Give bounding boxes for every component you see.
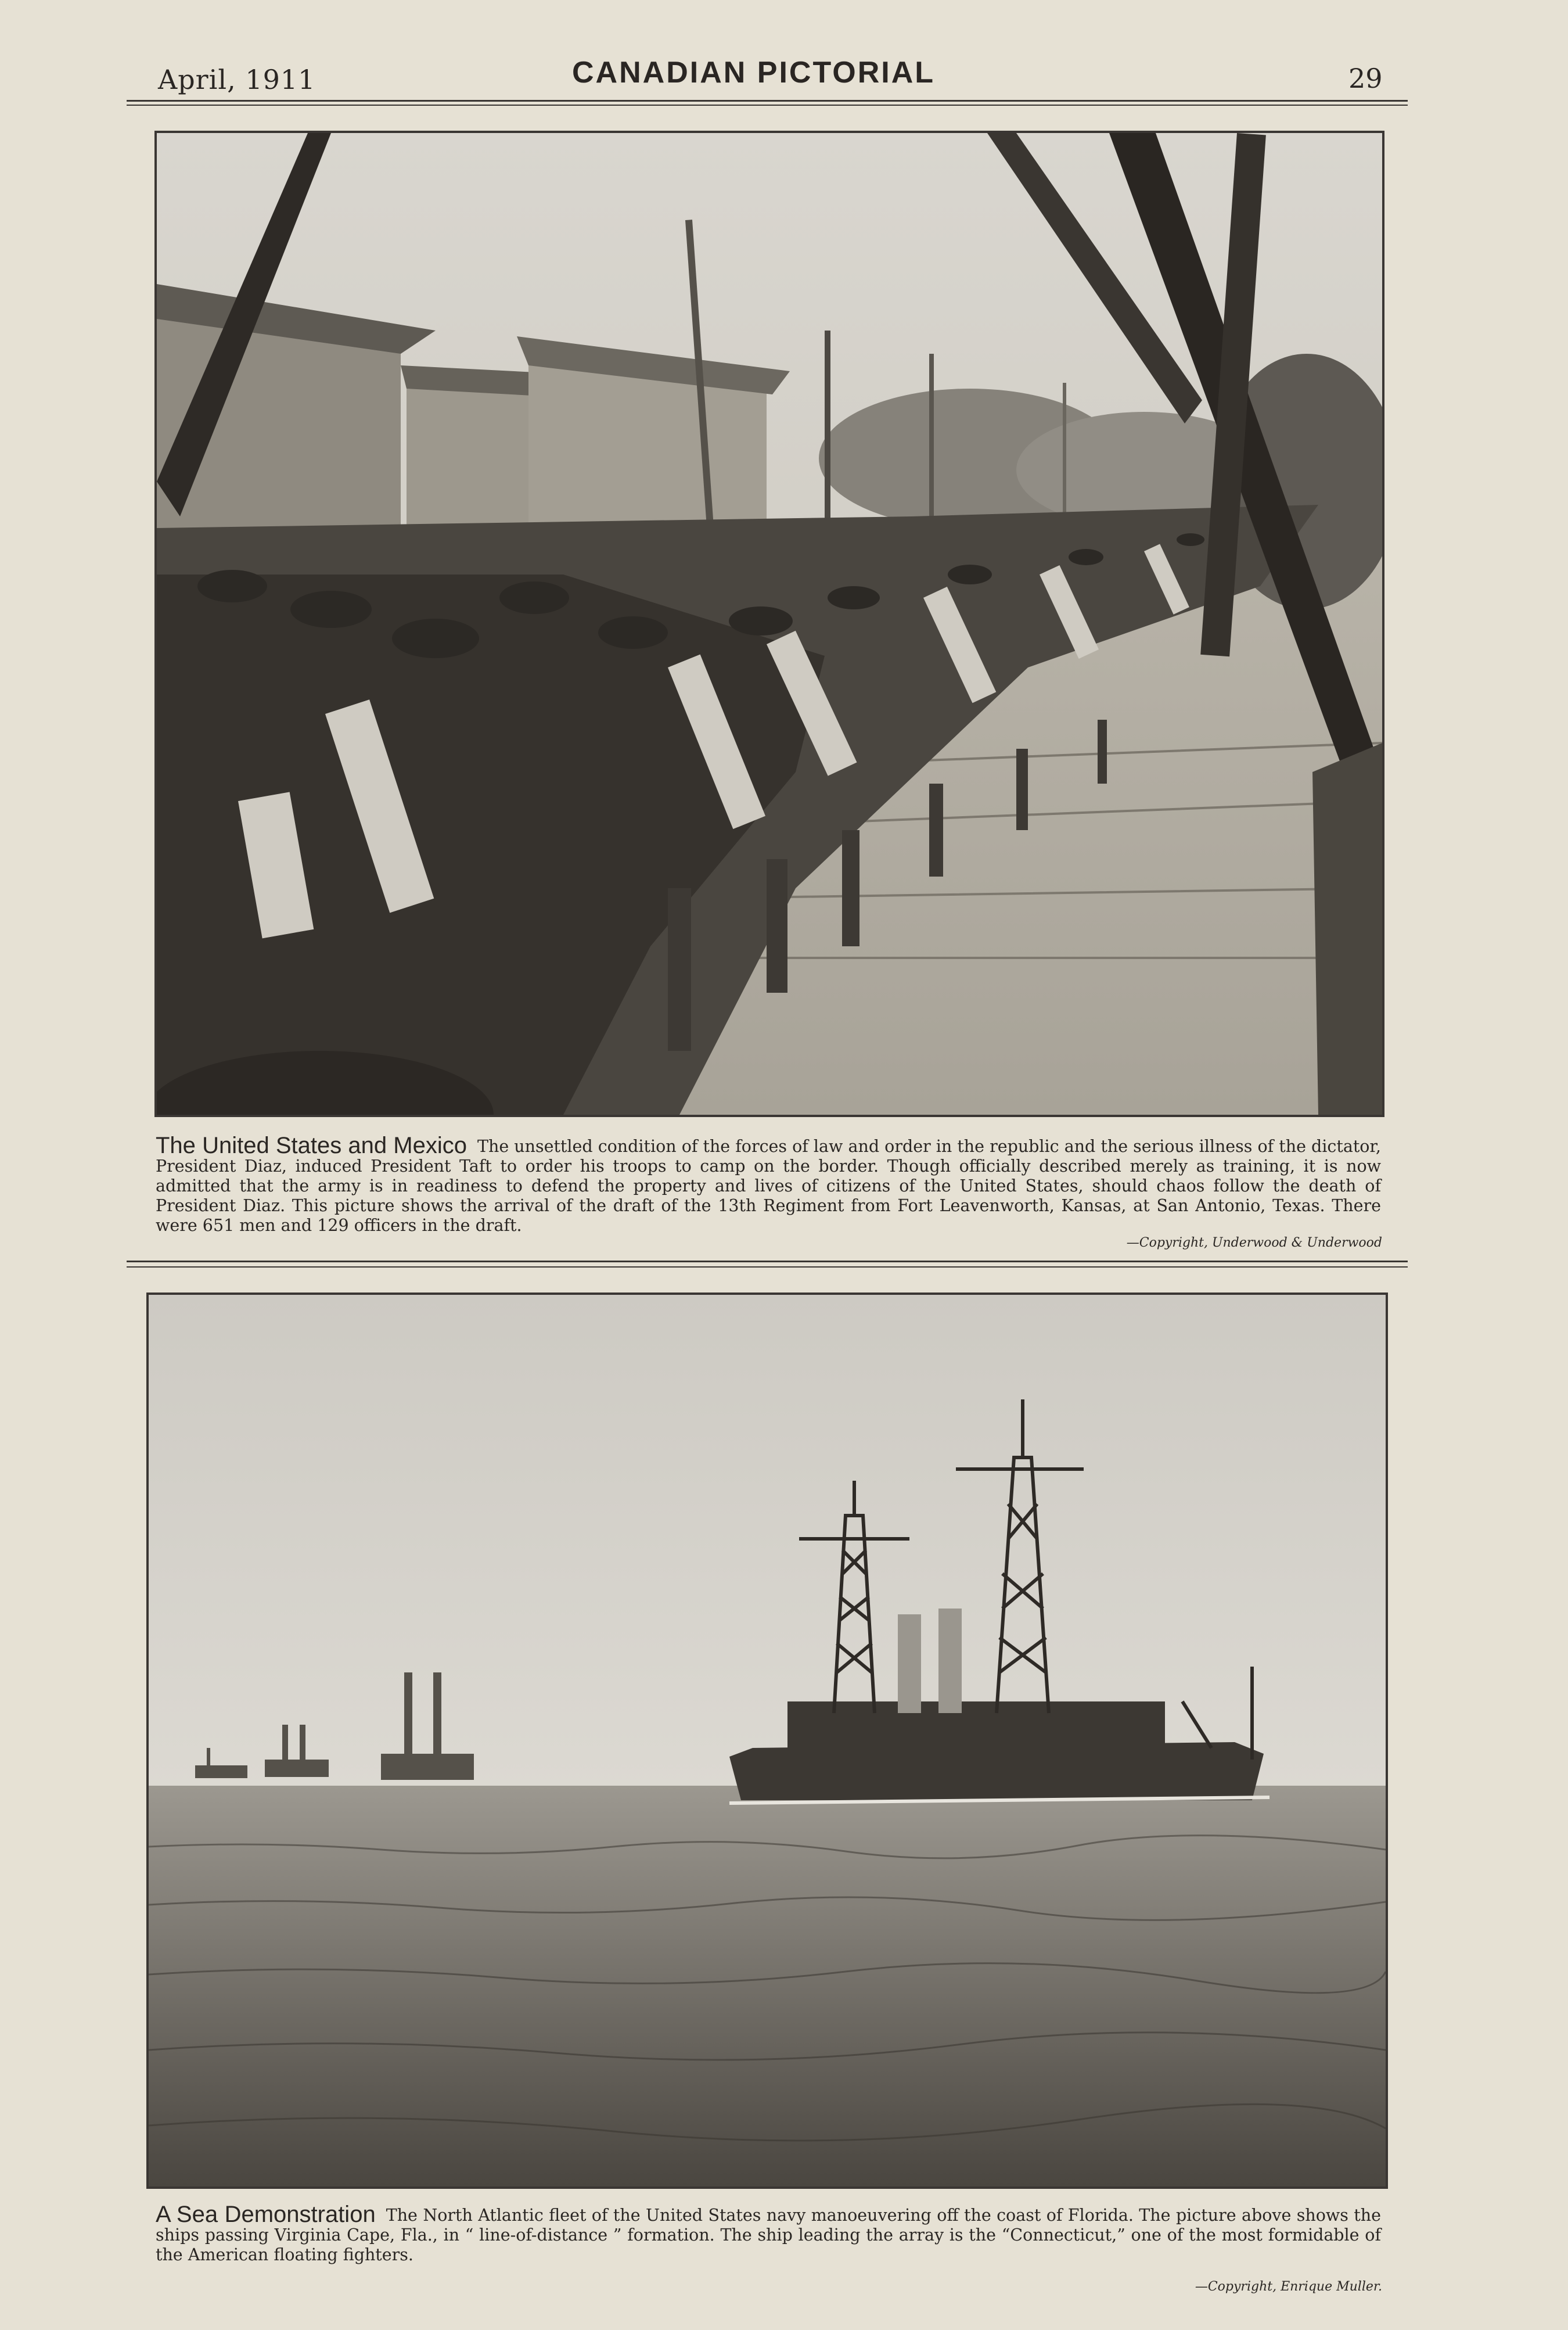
header-rule-secondary — [127, 105, 1408, 106]
credit-muller: —Copyright, Enrique Muller. — [1195, 2279, 1382, 2294]
fleet-photo — [146, 1293, 1388, 2189]
caption-sea-demonstration-heading: A Sea Demonstration — [156, 2202, 376, 2227]
credit-underwood: —Copyright, Underwood & Underwood — [1126, 1236, 1382, 1250]
section-divider — [127, 1261, 1408, 1262]
caption-sea-demonstration-body: The North Atlantic fleet of the United States navy manoeuvering off the coast of Florida. The picture above shows the ships passing Virginia Cape, Fla., in “ line-of-distance ” formation. The ship leading the array is the “Connecticut,” one of the most formidable of the American floating fighters. — [156, 2206, 1381, 2264]
troops-photo — [154, 131, 1384, 1117]
caption-us-mexico-heading: The United States and Mexico — [156, 1133, 467, 1158]
section-divider-secondary — [127, 1266, 1408, 1268]
caption-us-mexico — [156, 1133, 1381, 1236]
caption-us-mexico-body: The unsettled condition of the forces of law and order in the republic and the serious illness of the dictator, President Diaz, induced President Taft to order his troops to camp on the border. Though officially described merely as training, it is now admitted that the army is in readiness to defend the property and lives of citizens of the United States, should chaos follow the death of President Diaz. This picture shows the arrival of the draft of the 13th Regiment from Fort Leavenworth, Kansas, at San Antonio, Texas. There were 651 men and 129 officers in the draft. — [156, 1137, 1381, 1235]
fleet-photo-image — [149, 1295, 1386, 2187]
issue-date: April, 1911 — [158, 64, 316, 95]
troops-photo-image — [157, 133, 1382, 1115]
publication-title: CANADIAN PICTORIAL — [572, 56, 936, 89]
caption-sea-demonstration — [156, 2202, 1381, 2265]
header-rule — [127, 100, 1408, 102]
page-number: 29 — [1348, 63, 1383, 94]
